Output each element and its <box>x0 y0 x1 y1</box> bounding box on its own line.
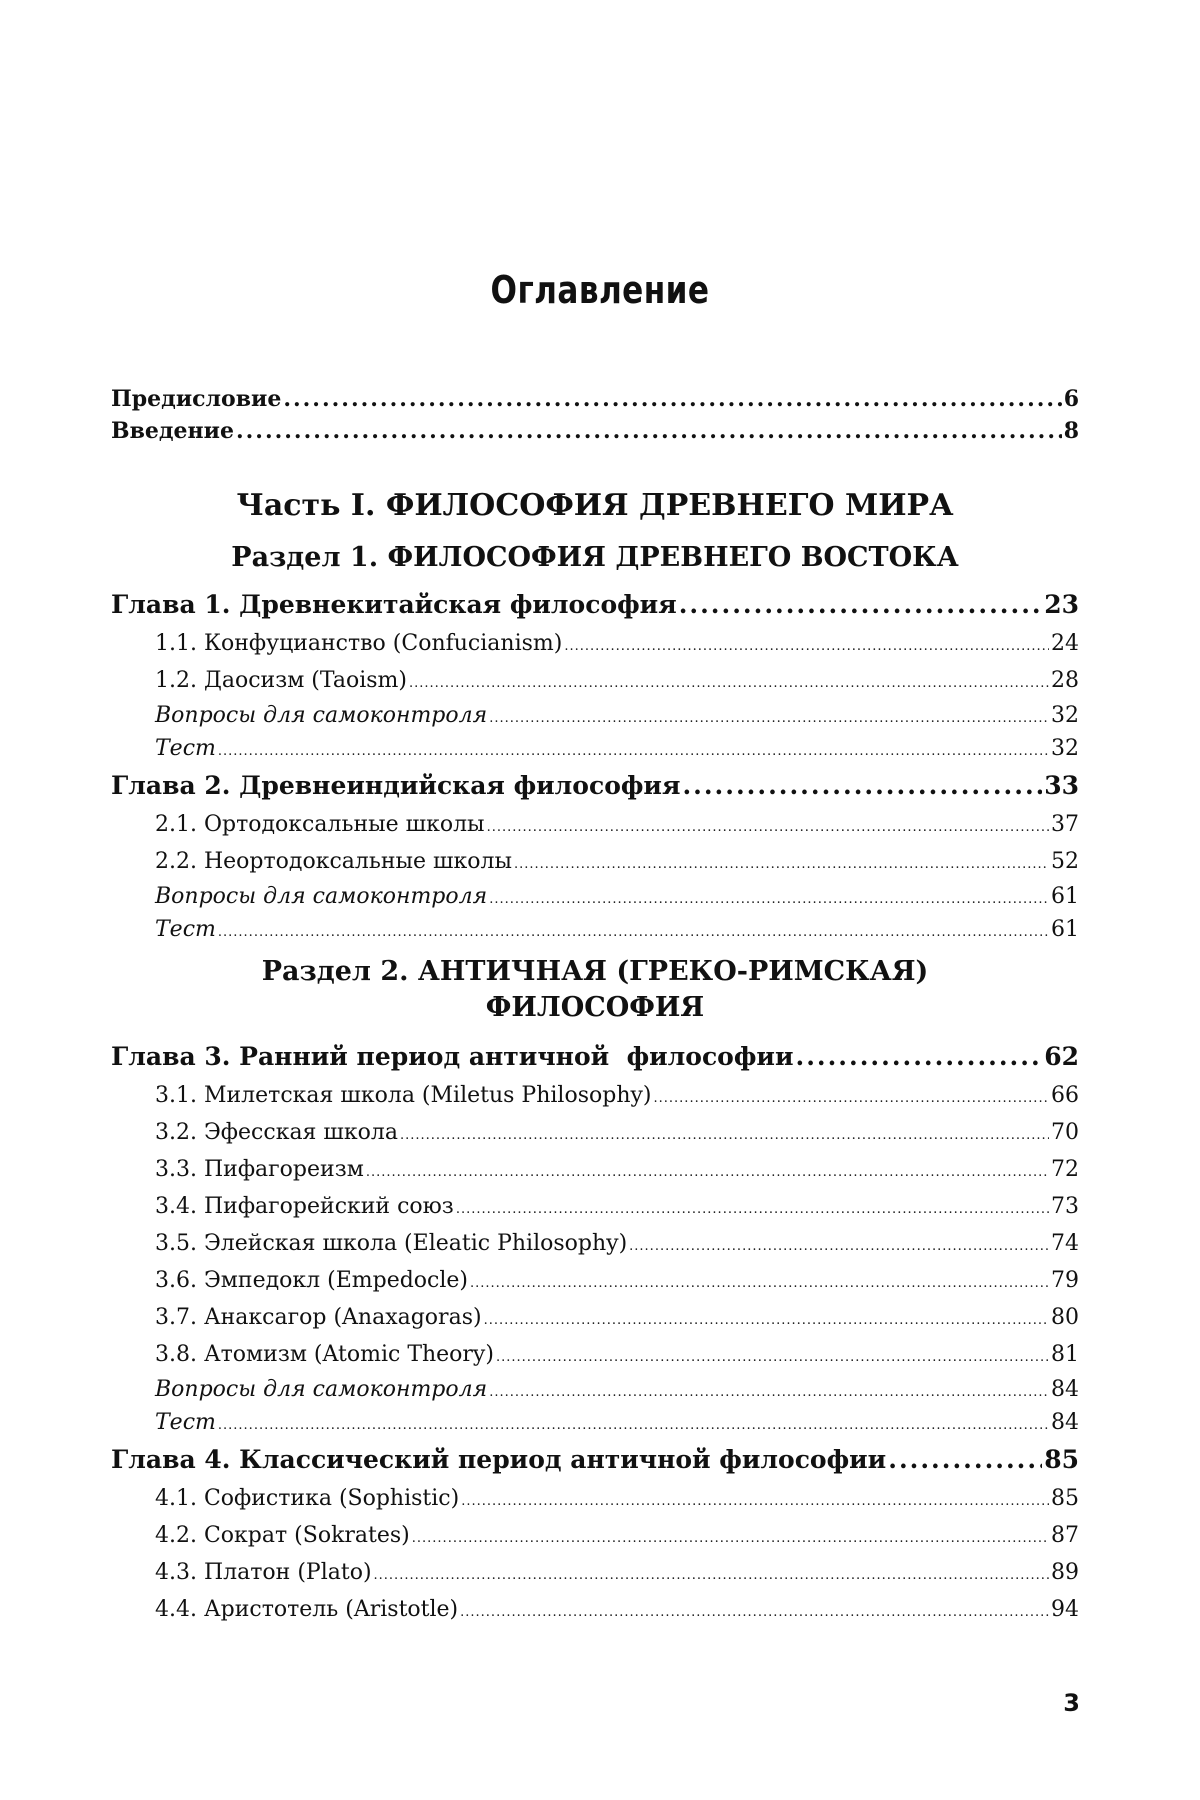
toc-item-label: 3.5. Элейская школа (Eleatic Philosophy) <box>155 1231 628 1256</box>
dot-leader <box>236 418 1062 444</box>
section-heading-line: ФИЛОСОФИЯ <box>485 992 705 1023</box>
toc-item-page: 87 <box>1051 1523 1079 1548</box>
toc-item-page: 61 <box>1051 884 1079 909</box>
toc-item[interactable] <box>111 843 1079 880</box>
toc-chapter[interactable] <box>111 584 1079 625</box>
part-heading: Часть I. ФИЛОСОФИЯ ДРЕВНЕГО МИРА <box>236 488 954 523</box>
toc-chapter-page: 33 <box>1044 771 1079 800</box>
toc-item-label: 2.2. Неортодоксальные школы <box>155 849 512 874</box>
toc-item-label: 3.3. Пифагореизм <box>155 1157 364 1182</box>
toc-item-label: 2.1. Ортодоксальные школы <box>155 812 485 837</box>
section-heading: Раздел 1. ФИЛОСОФИЯ ДРЕВНЕГО ВОСТОКА <box>231 542 959 573</box>
toc-entry-preface[interactable] <box>111 386 1079 418</box>
dot-leader <box>888 1439 1042 1480</box>
toc-item-label: 1.2. Даосизм (Taoism) <box>155 668 407 693</box>
dot-leader <box>484 1299 1049 1336</box>
toc-item-label: 3.1. Милетская школа (Miletus Philosophy) <box>155 1083 652 1108</box>
toc-item-page: 85 <box>1051 1486 1079 1511</box>
toc-item-label: 3.7. Анаксагор (Anaxagoras) <box>155 1305 482 1330</box>
toc-item-page: 89 <box>1051 1560 1079 1585</box>
toc-item[interactable] <box>111 1373 1079 1406</box>
dot-leader <box>400 1114 1049 1151</box>
dot-leader <box>218 732 1049 765</box>
toc-item-label: Вопросы для самоконтроля <box>155 884 488 909</box>
toc-entry-label: Введение <box>111 418 234 444</box>
toc-item[interactable] <box>111 1262 1079 1299</box>
dot-leader <box>682 765 1042 806</box>
toc-item-label: 3.2. Эфесская школа <box>155 1120 398 1145</box>
toc-item[interactable] <box>111 662 1079 699</box>
dot-leader <box>487 806 1049 843</box>
dot-leader <box>795 1036 1042 1077</box>
toc-chapter-label: Глава 1. Древнекитайская философия <box>111 590 677 619</box>
toc-chapter-label: Глава 4. Классический период античной философии <box>111 1445 887 1474</box>
toc-item-label: 4.1. Софистика (Sophistic) <box>155 1486 460 1511</box>
toc-item-page: 84 <box>1051 1410 1079 1435</box>
toc-item-label: 1.1. Конфуцианство (Confucianism) <box>155 631 563 656</box>
toc-item[interactable] <box>111 1554 1079 1591</box>
toc-item[interactable] <box>111 699 1079 732</box>
toc-chapter[interactable] <box>111 1036 1079 1077</box>
toc-chapter-label: Глава 2. Древнеиндийская философия <box>111 771 681 800</box>
dot-leader <box>461 1480 1049 1517</box>
toc-item[interactable] <box>111 880 1079 913</box>
toc-item-page: 61 <box>1051 917 1079 942</box>
toc-item[interactable] <box>111 1517 1079 1554</box>
toc-item-label: 4.4. Аристотель (Aristotle) <box>155 1597 459 1622</box>
toc-item[interactable] <box>111 1225 1079 1262</box>
table-of-contents <box>111 386 1079 1628</box>
dot-leader <box>470 1262 1049 1299</box>
dot-leader <box>412 1517 1049 1554</box>
dot-leader <box>514 843 1049 880</box>
toc-item-label: 4.2. Сократ (Sokrates) <box>155 1523 410 1548</box>
toc-item-page: 52 <box>1051 849 1079 874</box>
toc-item-page: 24 <box>1051 631 1079 656</box>
toc-item[interactable] <box>111 625 1079 662</box>
dot-leader <box>366 1151 1049 1188</box>
toc-item-page: 84 <box>1051 1377 1079 1402</box>
toc-item[interactable] <box>111 1406 1079 1439</box>
dot-leader <box>496 1336 1049 1373</box>
toc-item-page: 32 <box>1051 736 1079 761</box>
toc-item-label: 3.6. Эмпедокл (Empedocle) <box>155 1268 469 1293</box>
toc-item[interactable] <box>111 1114 1079 1151</box>
toc-chapter-page: 62 <box>1044 1042 1079 1071</box>
toc-chapter[interactable] <box>111 1439 1079 1480</box>
toc-item-page: 70 <box>1051 1120 1079 1145</box>
toc-chapter-page: 85 <box>1044 1445 1079 1474</box>
toc-item[interactable] <box>111 1188 1079 1225</box>
dot-leader <box>456 1188 1049 1225</box>
dot-leader <box>564 625 1049 662</box>
dot-leader <box>218 1406 1049 1439</box>
toc-item-page: 79 <box>1051 1268 1079 1293</box>
dot-leader <box>218 913 1049 946</box>
toc-entry-page: 8 <box>1063 418 1079 444</box>
toc-item-label: 4.3. Платон (Plato) <box>155 1560 372 1585</box>
page-number: 3 <box>1063 1689 1080 1717</box>
toc-item-page: 81 <box>1051 1342 1079 1367</box>
toc-item[interactable] <box>111 1591 1079 1628</box>
page-title: Оглавление <box>490 268 710 312</box>
toc-entry-label: Предисловие <box>111 386 282 412</box>
dot-leader <box>374 1554 1049 1591</box>
toc-chapter-page: 23 <box>1044 590 1079 619</box>
section-heading-line: Раздел 2. АНТИЧНАЯ (ГРЕКО-РИМСКАЯ) <box>261 956 929 987</box>
toc-item-page: 74 <box>1051 1231 1079 1256</box>
toc-item[interactable] <box>111 732 1079 765</box>
dot-leader <box>283 386 1061 412</box>
dot-leader <box>489 880 1049 913</box>
toc-item-label: Вопросы для самоконтроля <box>155 1377 488 1402</box>
toc-item-page: 37 <box>1051 812 1079 837</box>
toc-item-label: Тест <box>155 736 216 761</box>
toc-item[interactable] <box>111 1077 1079 1114</box>
toc-item-page: 94 <box>1051 1597 1079 1622</box>
dot-leader <box>409 662 1049 699</box>
dot-leader <box>489 1373 1049 1406</box>
toc-item-page: 80 <box>1051 1305 1079 1330</box>
toc-item[interactable] <box>111 913 1079 946</box>
toc-item-label: 3.8. Атомизм (Atomic Theory) <box>155 1342 494 1367</box>
toc-item-label: 3.4. Пифагорейский союз <box>155 1194 454 1219</box>
toc-item-page: 66 <box>1051 1083 1079 1108</box>
toc-chapter-label: Глава 3. Ранний период античной философии <box>111 1042 794 1071</box>
toc-item-page: 72 <box>1051 1157 1079 1182</box>
toc-chapter[interactable] <box>111 765 1079 806</box>
toc-item-label: Тест <box>155 1410 216 1435</box>
dot-leader <box>460 1591 1049 1628</box>
toc-item-label: Тест <box>155 917 216 942</box>
toc-item-page: 32 <box>1051 703 1079 728</box>
toc-item-page: 28 <box>1051 668 1079 693</box>
toc-item[interactable] <box>111 806 1079 843</box>
toc-item[interactable] <box>111 1480 1079 1517</box>
toc-item-label: Вопросы для самоконтроля <box>155 703 488 728</box>
toc-entry-page: 6 <box>1063 386 1079 412</box>
toc-item[interactable] <box>111 1299 1079 1336</box>
toc-item[interactable] <box>111 1151 1079 1188</box>
section-heading <box>111 954 1079 1026</box>
toc-item-page: 73 <box>1051 1194 1079 1219</box>
toc-entry-introduction[interactable] <box>111 418 1079 450</box>
dot-leader <box>629 1225 1049 1262</box>
dot-leader <box>489 699 1049 732</box>
dot-leader <box>679 584 1043 625</box>
dot-leader <box>654 1077 1049 1114</box>
toc-item[interactable] <box>111 1336 1079 1373</box>
